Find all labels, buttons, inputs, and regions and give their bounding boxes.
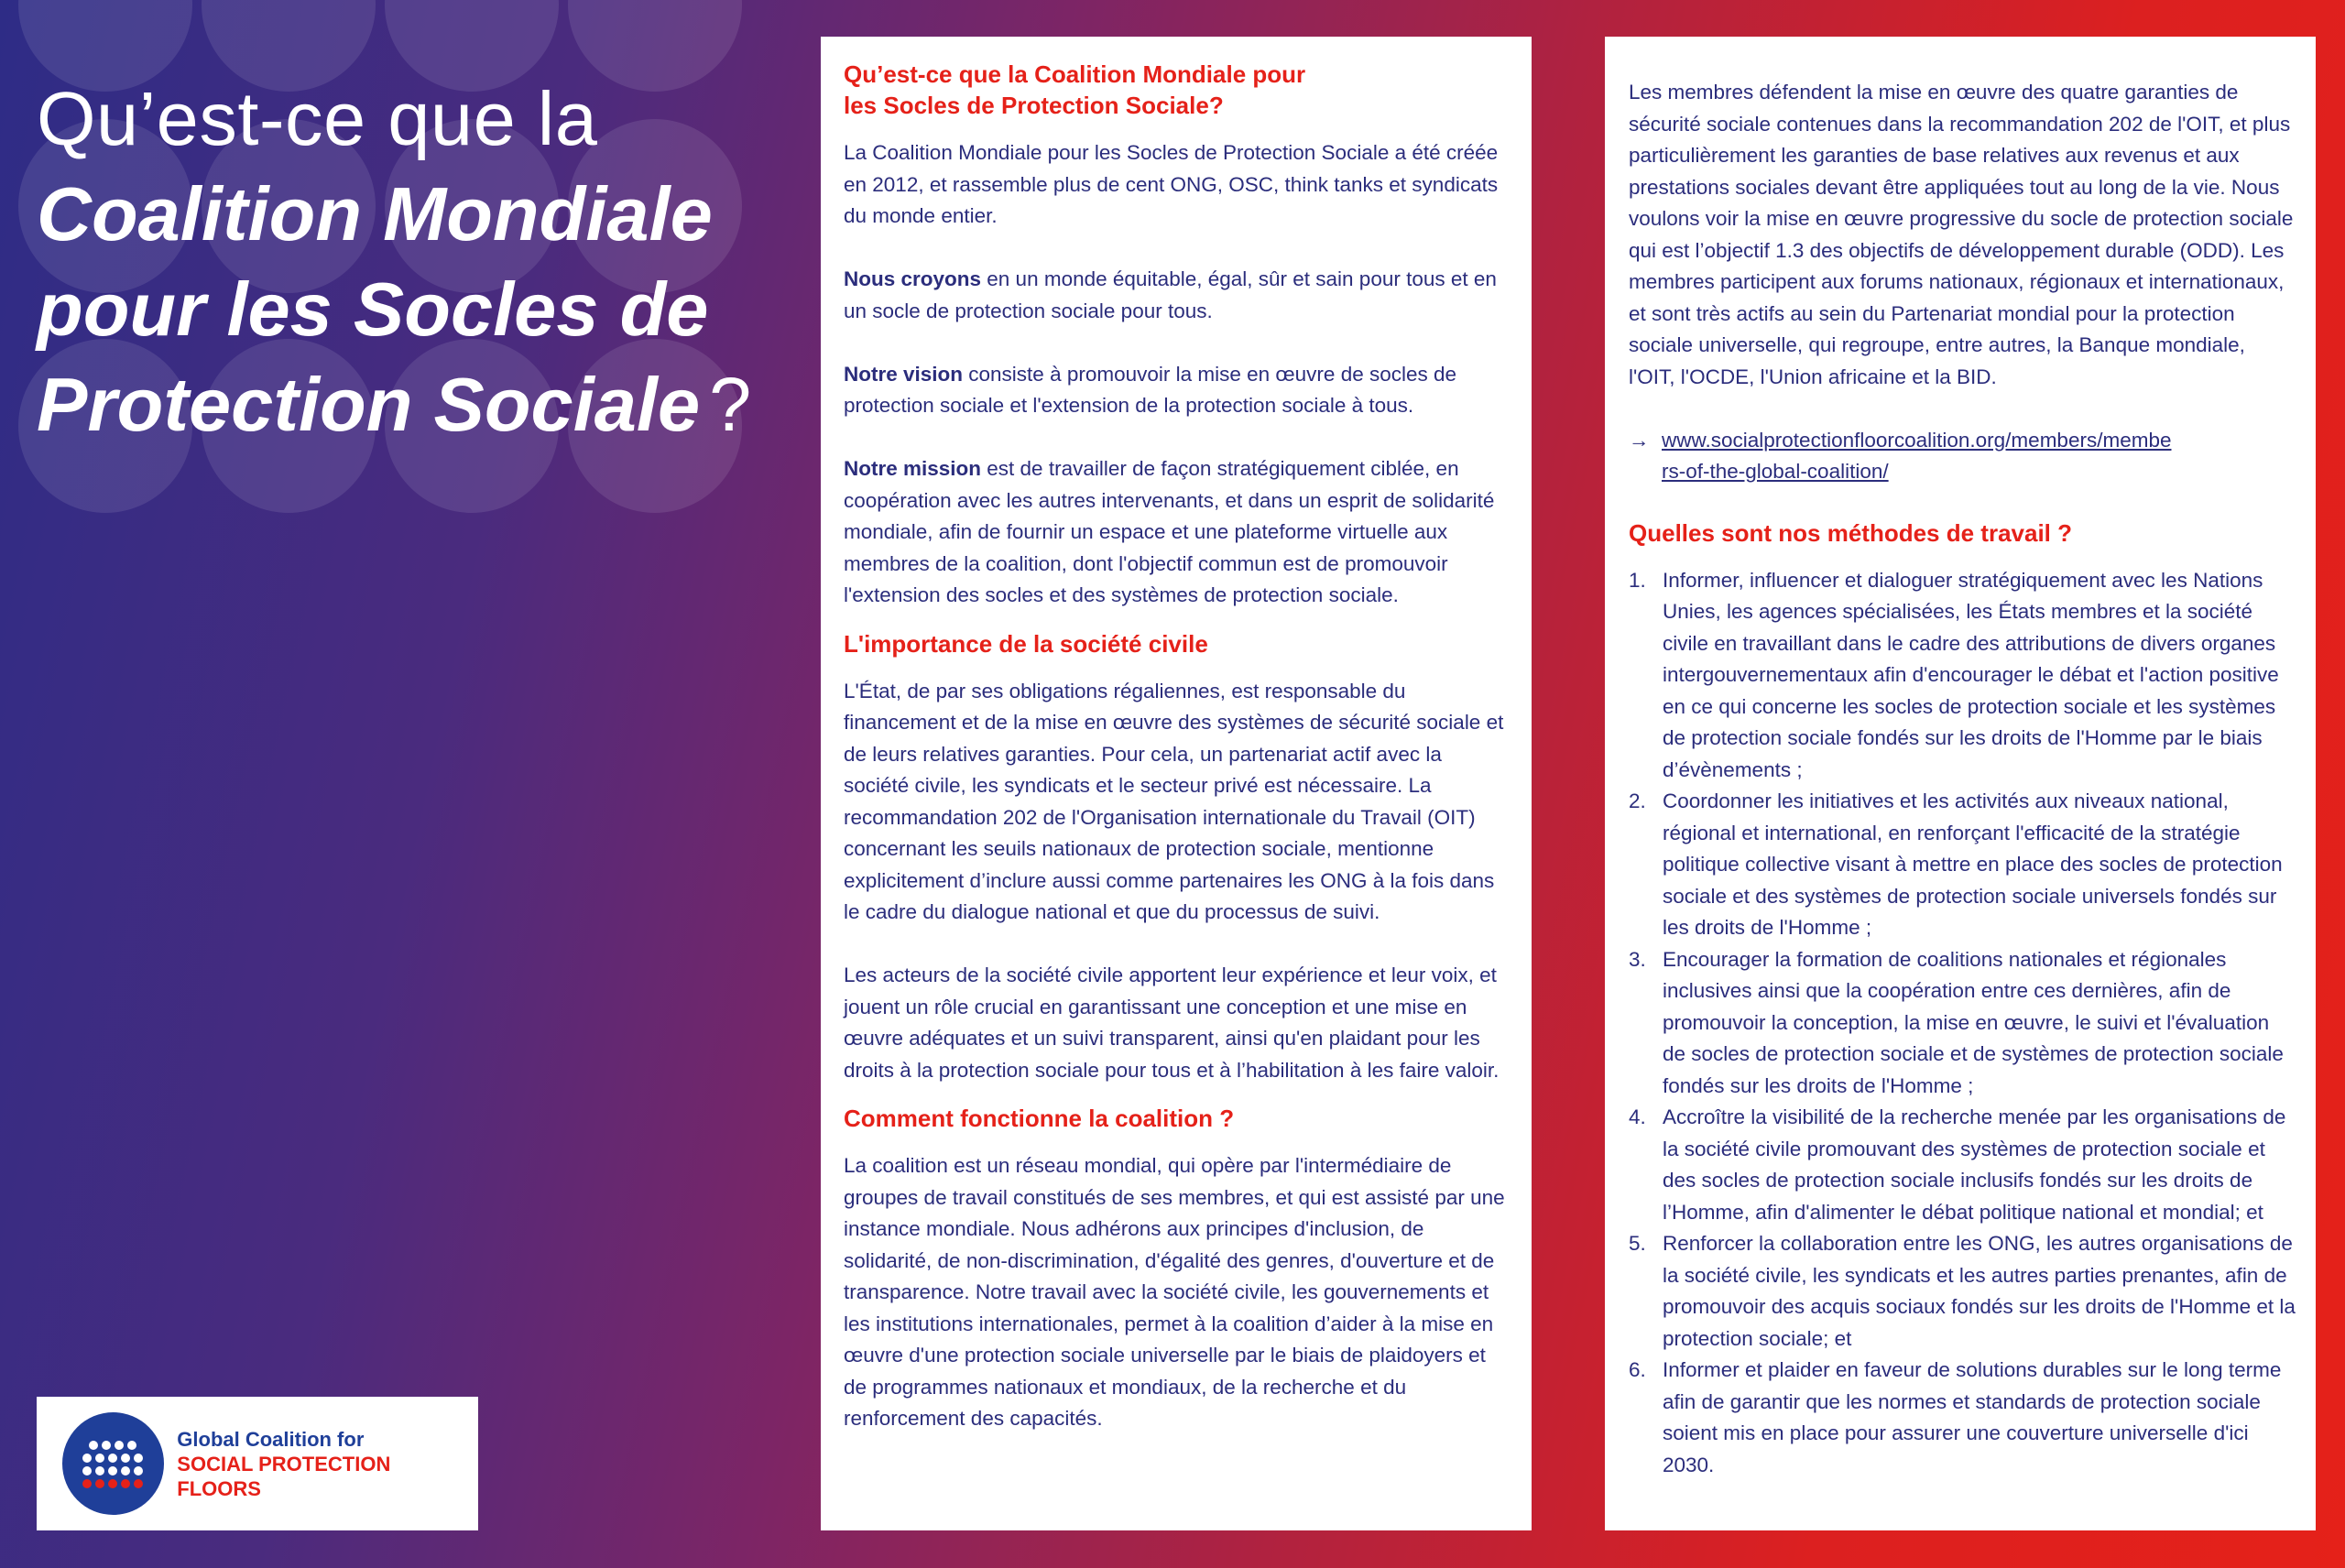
methods-list — [1629, 565, 2296, 1482]
paragraph-we-believe — [844, 264, 1510, 327]
list-item — [1629, 1102, 2296, 1228]
list-item — [1629, 565, 2296, 787]
heading-what-is-coalition: Qu’est-ce que la Coalition Mondiale pour les Socles de Protection Sociale? — [844, 60, 1306, 119]
list-item — [1629, 1228, 2296, 1355]
paragraph-state: L'État, de par ses obligations régaliennes, est responsable du financement et de la mise en œuvre des systèmes de sécurité sociale et de leurs relatives garanties. Pour cela, un partenariat actif avec la société civile, les syndicats et le secteur privé est nécessaire. La recommandation 202 de l'Organisation internationale du Travail (OIT) concernant les seuils nationaux de protection sociale, mentionne explicitement d’inclure aussi comme partenaires les ONG à la fois dans le cadre du dialogue national et que du processus de suivi. — [844, 679, 1504, 923]
we-believe-label: Nous croyons — [844, 267, 982, 290]
heading-methods: Quelles sont nos méthodes de travail ? — [1629, 518, 2073, 547]
paragraph-network: La coalition est un réseau mondial, qui opère par l'intermédiaire de groupes de travail constitués de ses membres, et qui est assisté par une instance mondiale. Nous adhérons aux principes d'inclusion, de solidarité, de non-discrimination, d'égalité des genres, d'ouverture et de transparence. Notre travail avec la société civile, les gouvernements et les institutions internationales, permet à la coalition d’aider à la mise en œuvre d'une protection sociale universelle par le biais de plaidoyers et de programmes nationaux et mondiaux, de la recherche et du renforcement des capacités. — [844, 1154, 1505, 1430]
paragraph-intro: La Coalition Mondiale pour les Socles de Protection Sociale a été créée en 2012, et rassemble plus de cent ONG, OSC, think tanks et syndicats du monde entier. — [844, 141, 1499, 227]
hero-line-1: Qu’est-ce que la — [37, 76, 598, 161]
vision-label: Notre vision — [844, 362, 964, 386]
logo-text — [177, 1427, 478, 1501]
list-number: 2. — [1629, 789, 1646, 812]
hero-question-mark: ? — [709, 362, 752, 447]
column-2 — [1605, 37, 2316, 1530]
list-number: 1. — [1629, 568, 1646, 592]
list-item — [1629, 786, 2296, 944]
logo-dots-icon — [62, 1412, 164, 1515]
heading-how-it-works: Comment fonctionne la coalition ? — [844, 1105, 1235, 1132]
paragraph-actors: Les acteurs de la société civile apportent leur expérience et leur voix, et jouent un rôle crucial en garantissant une conception et une mise en œuvre adéquates et un suivi transparent, ainsi qu'en plaidant pour les droits à la protection sociale pour tous et à l’habilitation à les faire valoir. — [844, 964, 1500, 1082]
mission-label: Notre mission — [844, 457, 982, 480]
heading-civil-society: L'importance de la société civile — [844, 629, 1208, 658]
list-text: Renforcer la collaboration entre les ONG, les autres organisations de la société civile, les syndicats et les autres parties prenantes, afin de promouvoir des acquis sociaux fondés sur les droits de l'Homme et la protection sociale; et — [1663, 1232, 2296, 1350]
column-1 — [821, 37, 1532, 1530]
paragraph-mission — [844, 453, 1510, 612]
list-number: 4. — [1629, 1105, 1646, 1128]
list-text: Encourager la formation de coalitions nationales et régionales inclusives ainsi que la coopération entre ces dernières, afin de promouvoir la conception, la mise en œuvre, le suivi et l'évaluation de socles de protection sociale et de systèmes de protection sociale fondés sur les droits de l'Homme ; — [1663, 947, 2284, 1097]
logo-line-1: Global Coalition for — [177, 1427, 365, 1451]
logo-line-2: SOCIAL PROTECTION FLOORS — [177, 1452, 391, 1500]
logo — [37, 1397, 478, 1530]
paragraph-vision — [844, 359, 1510, 422]
list-number: 3. — [1629, 947, 1646, 971]
paragraph-members: Les membres défendent la mise en œuvre des quatre garanties de sécurité sociale contenues dans la recommandation 202 de l'OIT, et plus particulièrement les garanties de base relatives aux revenus et aux prestations sociales devant être appliquées tout au long de la vie. Nous voulons voir la mise en œuvre progressive du socle de protection sociale qui est l’objectif 1.3 des objectifs de développement durable (ODD). Les membres participent aux forums nationaux, régionaux et internationaux, et sont très actifs au sein du Partenariat mondial pour la protection sociale universelle, qui regroupe, entre autres, la Banque mondiale, l'OIT, l'OCDE, l'Union africaine et la BID. — [1629, 81, 2294, 388]
list-text: Informer et plaider en faveur de solutions durables sur le long terme afin de garantir que les normes et standards de protection sociale soient mis en place pour assurer une couverture universelle d'ici 2030. — [1663, 1358, 2282, 1476]
list-number: 6. — [1629, 1358, 1646, 1381]
list-item — [1629, 1355, 2296, 1481]
hero-line-2: Coalition Mondiale — [37, 171, 713, 256]
hero-line-3: pour les Socles de — [37, 267, 709, 352]
mission-text: est de travailler de façon stratégiquement ciblée, en coopération avec les autres intervenants, et dans un esprit de solidarité mondiale, afin de fournir un espace et une plateforme virtuelle aux membres de la coalition, dont l'objectif commun est de promouvoir l'extension des socles et des systèmes de protection sociale. — [844, 457, 1495, 606]
members-link[interactable]: www.socialprotectionfloorcoalition.org/members/members-of-the-global-coalition/ — [1662, 428, 2172, 483]
hero-line-4: Protection Sociale — [37, 362, 701, 447]
we-believe-text: en un monde équitable, égal, sûr et sain pour tous et en un socle de protection sociale pour tous. — [844, 267, 1497, 322]
members-link-row — [1629, 425, 2296, 488]
list-text: Informer, influencer et dialoguer stratégiquement avec les Nations Unies, les agences spécialisées, les États membres et la société civile en travaillant dans le cadre des attributions de divers organes intergouvernementaux afin d'encourager le débat et l'action positive en ce qui concerne les socles de protection sociale et les systèmes de protection sociale fondés sur les droits de l'Homme par le biais d’évènements ; — [1663, 568, 2279, 781]
arrow-right-icon: → — [1629, 428, 1650, 452]
list-text: Coordonner les initiatives et les activités aux niveaux national, régional et international, en renforçant l'efficacité de la stratégie politique collective visant à mettre en place des socles de protection sociale et des systèmes de protection sociale universels fondés sur les droits de l'Homme ; — [1663, 789, 2283, 939]
vision-text: consiste à promouvoir la mise en œuvre de socles de protection sociale et l'extension de la protection sociale à tous. — [844, 362, 1457, 417]
list-text: Accroître la visibilité de la recherche menée par les organisations de la société civile promouvant des systèmes de protection sociale et des socles de protection sociale inclusifs fondés sur les droits de l’Homme, afin d'alimenter le débat politique national et mondial; et — [1663, 1105, 2286, 1224]
list-number: 5. — [1629, 1232, 1646, 1255]
list-item — [1629, 944, 2296, 1103]
hero-title — [37, 71, 797, 452]
